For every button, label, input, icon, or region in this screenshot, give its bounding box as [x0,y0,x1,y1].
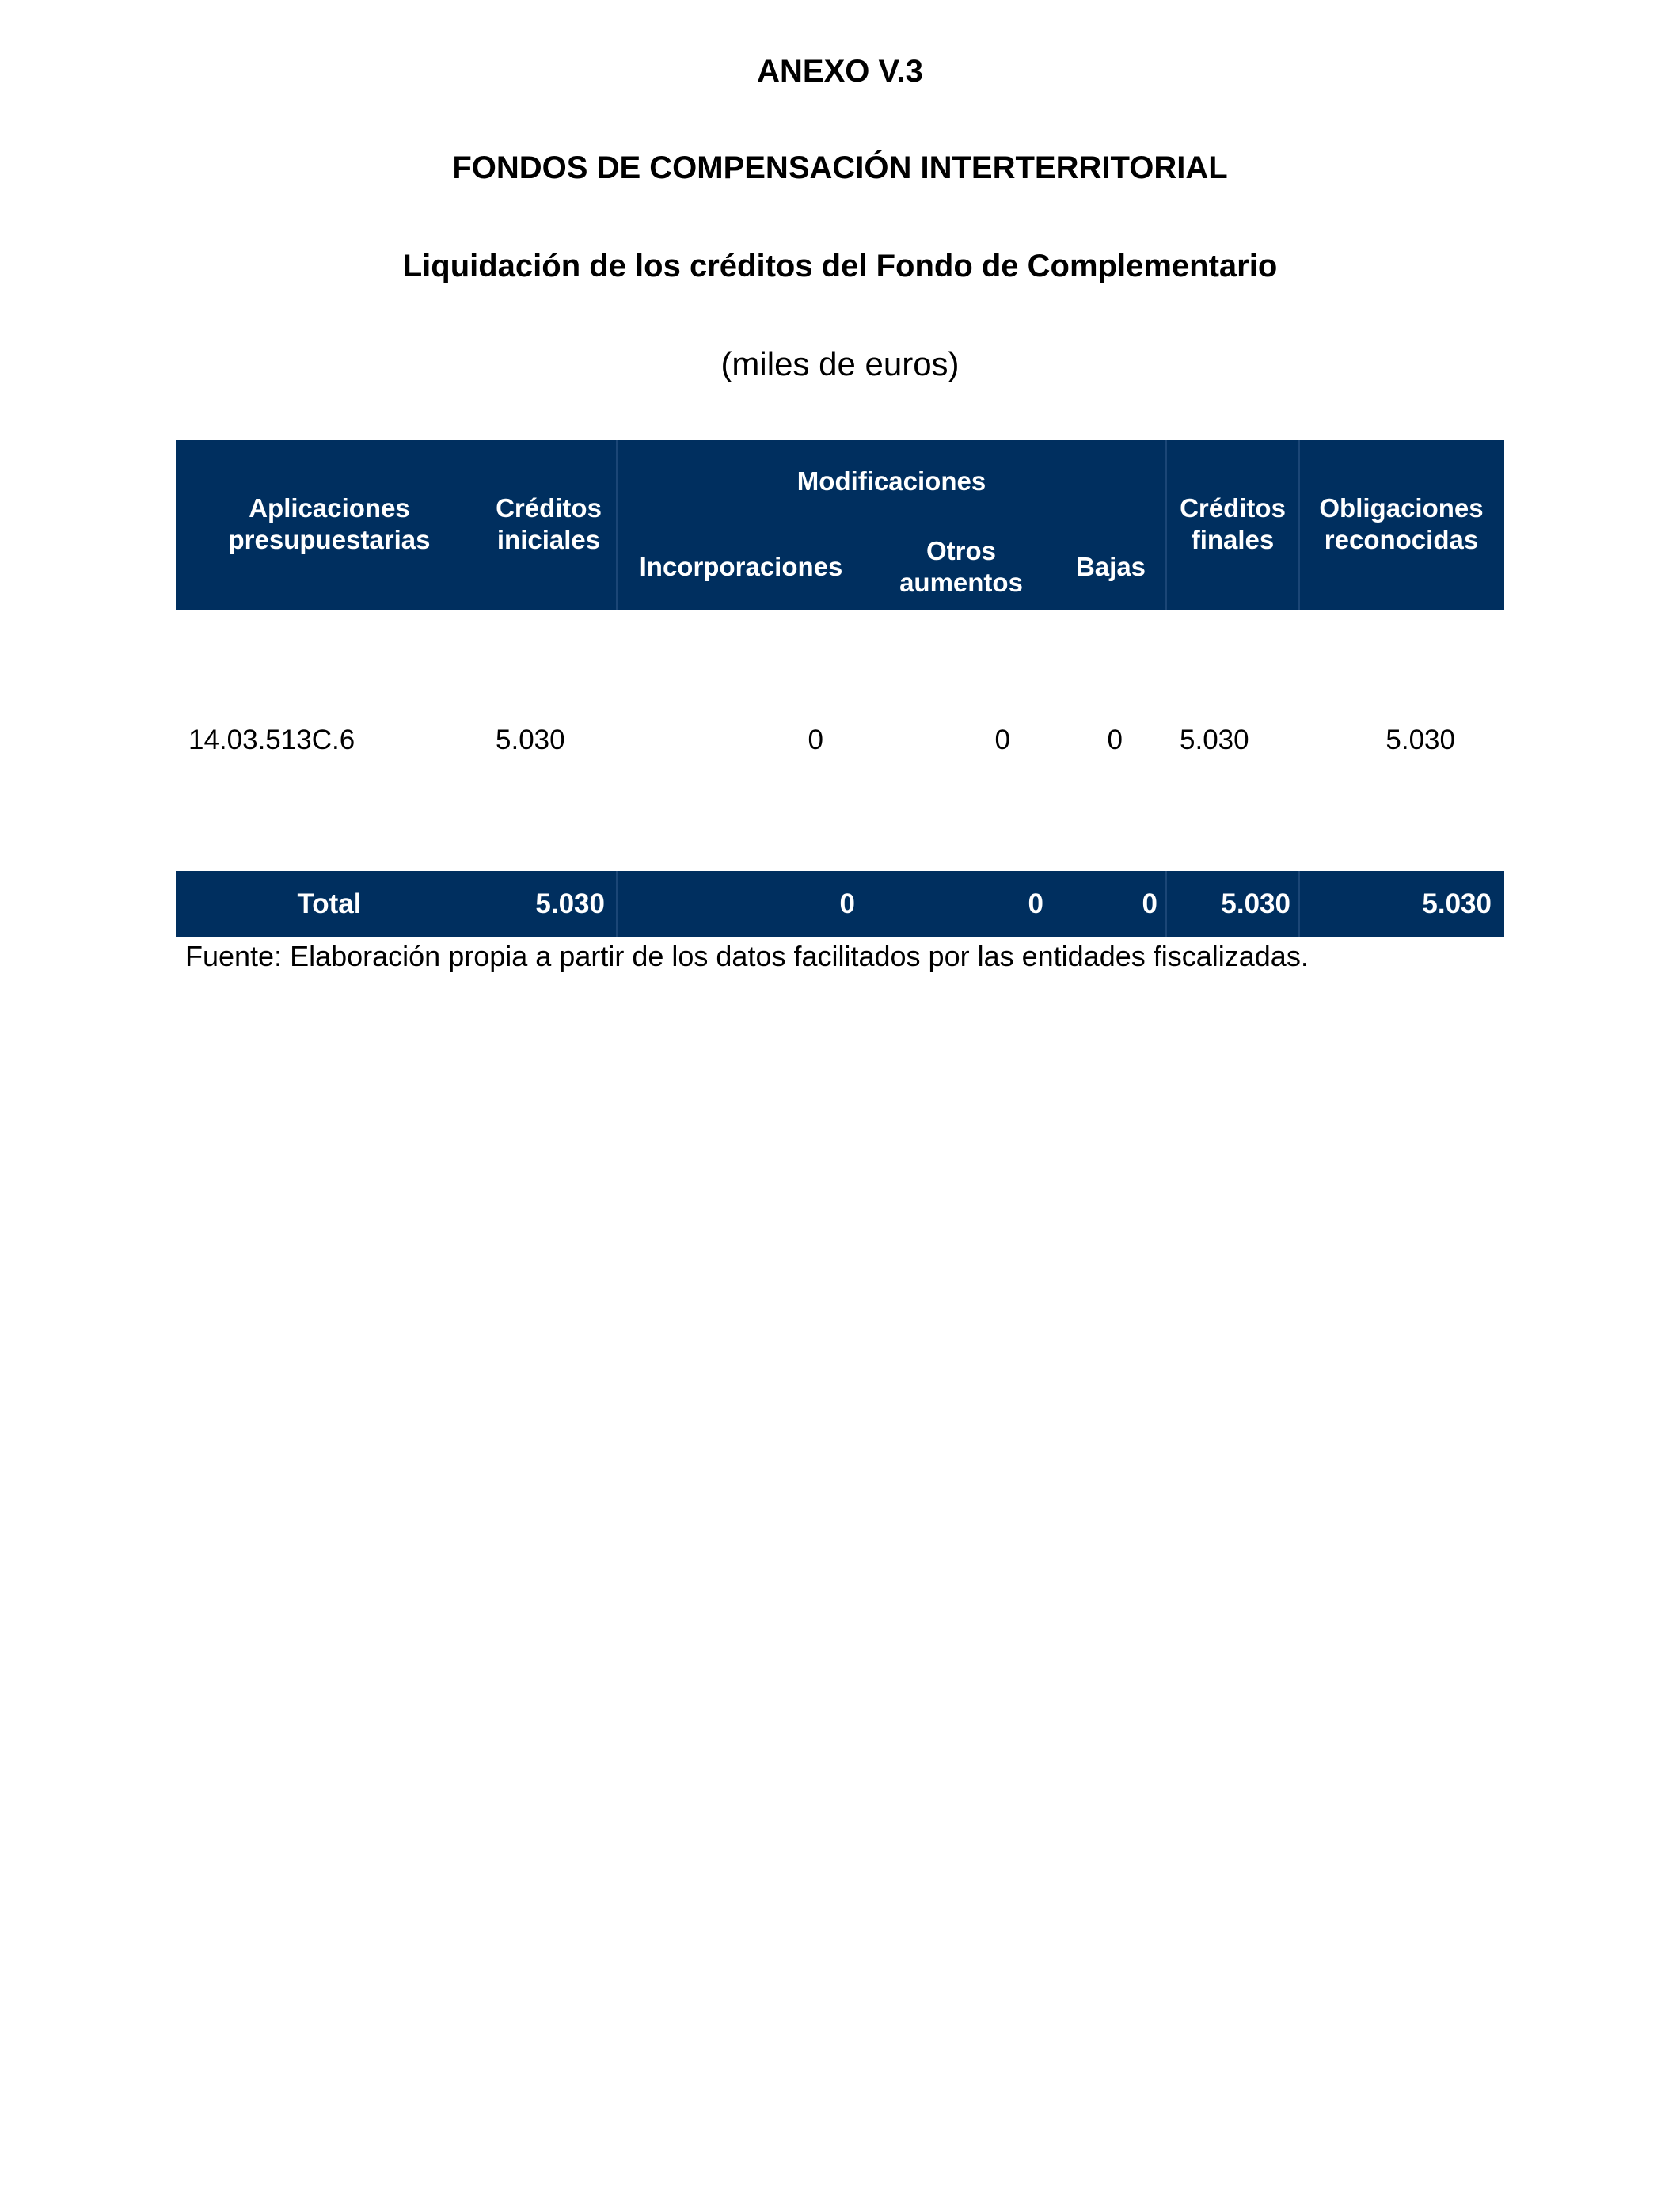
total-separator [1298,871,1300,937]
total-creditos-iniciales: 5.030 [535,888,605,919]
header-otros-aumentos: Otros aumentos [899,536,1023,597]
header-aplicaciones: Aplicaciones presupuestarias [228,493,431,554]
table-subtitle: Liquidación de los créditos del Fondo de Complementario [402,249,1278,283]
total-obligaciones: 5.030 [1422,888,1492,919]
total-incorporaciones: 0 [839,888,855,919]
cell-aplicacion: 14.03.513C.6 [188,724,355,755]
cell-creditos-iniciales: 5.030 [496,724,565,755]
header-modificaciones: Modificaciones [796,466,986,496]
cell-otros-aumentos: 0 [994,724,1010,755]
total-label: Total [297,888,362,919]
cell-creditos-finales: 5.030 [1180,724,1249,755]
header-creditos-finales: Créditos finales [1180,493,1286,554]
cell-obligaciones: 5.030 [1385,724,1455,755]
total-otros-aumentos: 0 [1028,888,1043,919]
total-bajas: 0 [1142,888,1157,919]
header-incorporaciones: Incorporaciones [639,552,843,581]
total-creditos-finales: 5.030 [1221,888,1290,919]
header-bajas: Bajas [1075,552,1146,581]
header-creditos-iniciales: Créditos iniciales [496,493,602,554]
cell-bajas: 0 [1107,724,1123,755]
source-note: Fuente: Elaboración propia a partir de los datos facilitados por las entidades fiscalizadas. [185,940,1309,972]
fund-title: FONDOS DE COMPENSACIÓN INTERTERRITORIAL [452,150,1228,185]
header-obligaciones: Obligaciones reconocidas [1319,493,1484,554]
annex-title: ANEXO V.3 [757,54,923,89]
total-separator [616,871,618,937]
cell-incorporaciones: 0 [808,724,823,755]
units-note: (miles de euros) [720,345,960,382]
